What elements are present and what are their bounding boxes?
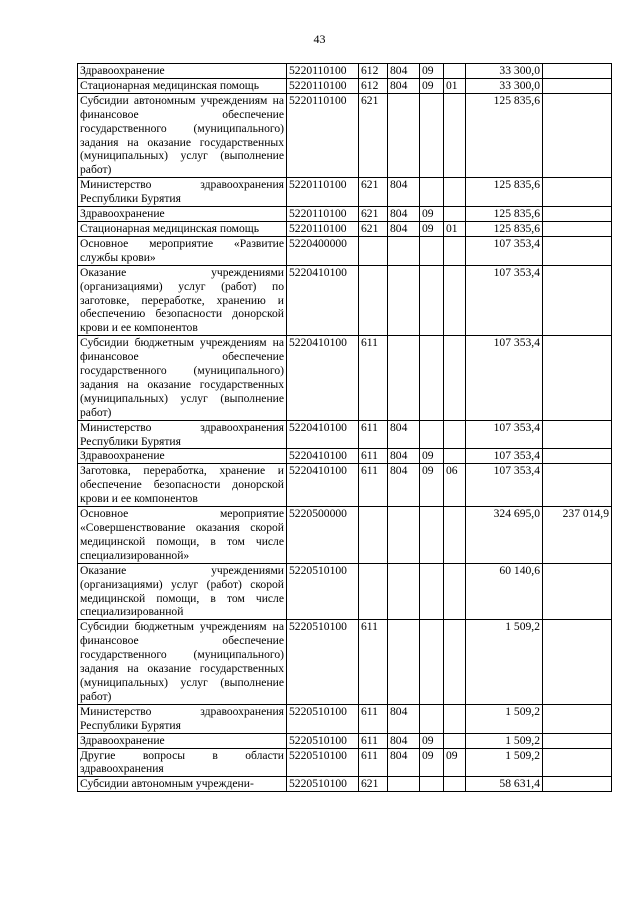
ministry-code: 804	[388, 420, 420, 449]
ministry-code	[388, 236, 420, 265]
ministry-code: 804	[388, 704, 420, 733]
row-name: Стационарная медицинская помощь	[78, 221, 287, 236]
subsection-code	[444, 336, 466, 420]
target-code: 5220510100	[287, 563, 359, 620]
page-number: 43	[313, 32, 326, 46]
expense-group: 611	[359, 733, 388, 748]
table-row	[78, 449, 612, 464]
amount-extra	[543, 620, 612, 704]
table-row	[78, 563, 612, 620]
amount-extra	[543, 777, 612, 792]
ministry-code: 804	[388, 64, 420, 79]
target-code: 5220510100	[287, 777, 359, 792]
ministry-code: 804	[388, 221, 420, 236]
ministry-code	[388, 507, 420, 564]
row-name: Основное мероприятие «Совершенствование оказания скорой медицинской помощи, в том числе специализированной»	[78, 507, 287, 564]
expense-group	[359, 265, 388, 336]
section-code: 09	[420, 64, 444, 79]
target-code: 5220510100	[287, 748, 359, 777]
expense-group: 612	[359, 78, 388, 93]
expense-group: 611	[359, 620, 388, 704]
table-row	[78, 704, 612, 733]
table-row	[78, 221, 612, 236]
subsection-code	[444, 563, 466, 620]
expense-group: 611	[359, 704, 388, 733]
row-name: Оказание учреждениями (организациями) услуг (работ) скорой медицинской помощи, в том числе специализированной	[78, 563, 287, 620]
expense-group: 611	[359, 748, 388, 777]
table-row	[78, 507, 612, 564]
expense-group	[359, 563, 388, 620]
target-code: 5220110100	[287, 178, 359, 207]
row-name: Здравоохранение	[78, 207, 287, 222]
row-name: Другие вопросы в области здравоохранения	[78, 748, 287, 777]
table-row	[78, 777, 612, 792]
ministry-code	[388, 265, 420, 336]
ministry-code: 804	[388, 464, 420, 507]
expense-group: 621	[359, 178, 388, 207]
ministry-code	[388, 93, 420, 177]
section-code: 09	[420, 221, 444, 236]
ministry-code: 804	[388, 207, 420, 222]
amount-extra	[543, 563, 612, 620]
amount-extra	[543, 748, 612, 777]
amount: 33 300,0	[466, 78, 543, 93]
amount: 125 835,6	[466, 178, 543, 207]
amount: 324 695,0	[466, 507, 543, 564]
subsection-code	[444, 777, 466, 792]
amount-extra	[543, 704, 612, 733]
expense-group: 611	[359, 464, 388, 507]
amount-extra	[543, 93, 612, 177]
row-name: Министерство здравоохранения Республики Бурятия	[78, 178, 287, 207]
target-code: 5220510100	[287, 704, 359, 733]
row-name: Субсидии автономным учреждени-	[78, 777, 287, 792]
amount: 60 140,6	[466, 563, 543, 620]
subsection-code	[444, 733, 466, 748]
target-code: 5220510100	[287, 620, 359, 704]
ministry-code: 804	[388, 78, 420, 93]
section-code	[420, 420, 444, 449]
subsection-code	[444, 507, 466, 564]
table-row	[78, 336, 612, 420]
amount: 1 509,2	[466, 620, 543, 704]
subsection-code	[444, 704, 466, 733]
section-code: 09	[420, 207, 444, 222]
ministry-code	[388, 620, 420, 704]
target-code: 5220410100	[287, 265, 359, 336]
target-code: 5220410100	[287, 464, 359, 507]
subsection-code: 01	[444, 221, 466, 236]
subsection-code: 01	[444, 78, 466, 93]
amount-extra	[543, 236, 612, 265]
section-code	[420, 93, 444, 177]
row-name: Министерство здравоохранения Республики Бурятия	[78, 420, 287, 449]
row-name: Субсидии бюджетным учреждениям на финансовое обеспечение государственного (муниципального) задания на оказание государственных (муниципальных) услуг (выполнение работ)	[78, 620, 287, 704]
table-row	[78, 733, 612, 748]
section-code	[420, 265, 444, 336]
expense-group: 611	[359, 336, 388, 420]
table-row	[78, 748, 612, 777]
target-code: 5220510100	[287, 733, 359, 748]
table-row	[78, 93, 612, 177]
amount: 125 835,6	[466, 207, 543, 222]
table-row	[78, 236, 612, 265]
subsection-code	[444, 236, 466, 265]
table-row	[78, 178, 612, 207]
section-code	[420, 336, 444, 420]
subsection-code	[444, 64, 466, 79]
amount-extra	[543, 449, 612, 464]
expense-group: 611	[359, 449, 388, 464]
amount: 125 835,6	[466, 93, 543, 177]
row-name: Субсидии бюджетным учреждениям на финансовое обеспечение государственного (муниципального) задания на оказание государственных (муниципальных) услуг (выполнение работ)	[78, 336, 287, 420]
expense-group: 612	[359, 64, 388, 79]
expense-group: 621	[359, 777, 388, 792]
expense-group: 621	[359, 221, 388, 236]
target-code: 5220400000	[287, 236, 359, 265]
ministry-code	[388, 563, 420, 620]
target-code: 5220110100	[287, 221, 359, 236]
ministry-code	[388, 336, 420, 420]
target-code: 5220410100	[287, 336, 359, 420]
ministry-code: 804	[388, 178, 420, 207]
expense-group: 611	[359, 420, 388, 449]
expense-group: 621	[359, 93, 388, 177]
target-code: 5220410100	[287, 420, 359, 449]
amount-extra	[543, 221, 612, 236]
target-code: 5220500000	[287, 507, 359, 564]
amount: 107 353,4	[466, 336, 543, 420]
amount: 107 353,4	[466, 265, 543, 336]
subsection-code: 09	[444, 748, 466, 777]
section-code: 09	[420, 748, 444, 777]
row-name: Оказание учреждениями (организациями) услуг (работ) по заготовке, переработке, хранению и обеспечению безопасности донорской крови и ее компонентов	[78, 265, 287, 336]
row-name: Субсидии автономным учреждениям на финансовое обеспечение государственного (муниципального) задания на оказание государственных (муниципальных) услуг (выполнение работ)	[78, 93, 287, 177]
row-name: Основное мероприятие «Развитие службы крови»	[78, 236, 287, 265]
table-row	[78, 78, 612, 93]
subsection-code	[444, 449, 466, 464]
budget-table	[77, 63, 612, 792]
target-code: 5220110100	[287, 207, 359, 222]
expense-group	[359, 507, 388, 564]
amount: 107 353,4	[466, 420, 543, 449]
amount: 1 509,2	[466, 748, 543, 777]
amount: 107 353,4	[466, 449, 543, 464]
subsection-code	[444, 420, 466, 449]
expense-group	[359, 236, 388, 265]
section-code	[420, 563, 444, 620]
ministry-code: 804	[388, 733, 420, 748]
section-code	[420, 620, 444, 704]
table-row	[78, 207, 612, 222]
subsection-code	[444, 620, 466, 704]
section-code	[420, 236, 444, 265]
amount: 125 835,6	[466, 221, 543, 236]
amount-extra	[543, 178, 612, 207]
ministry-code	[388, 777, 420, 792]
row-name: Здравоохранение	[78, 733, 287, 748]
amount-extra	[543, 265, 612, 336]
target-code: 5220410100	[287, 449, 359, 464]
subsection-code	[444, 265, 466, 336]
target-code: 5220110100	[287, 64, 359, 79]
amount-extra	[543, 733, 612, 748]
table-row	[78, 420, 612, 449]
expense-group: 621	[359, 207, 388, 222]
section-code: 09	[420, 449, 444, 464]
table-row	[78, 620, 612, 704]
amount: 58 631,4	[466, 777, 543, 792]
table-row	[78, 64, 612, 79]
section-code: 09	[420, 78, 444, 93]
target-code: 5220110100	[287, 78, 359, 93]
amount: 1 509,2	[466, 704, 543, 733]
amount-extra	[543, 207, 612, 222]
target-code: 5220110100	[287, 93, 359, 177]
amount: 33 300,0	[466, 64, 543, 79]
amount: 107 353,4	[466, 464, 543, 507]
ministry-code: 804	[388, 449, 420, 464]
row-name: Заготовка, переработка, хранение и обеспечение безопасности донорской крови и ее компонентов	[78, 464, 287, 507]
section-code: 09	[420, 464, 444, 507]
section-code: 09	[420, 733, 444, 748]
amount-extra	[543, 78, 612, 93]
section-code	[420, 704, 444, 733]
amount-extra: 237 014,9	[543, 507, 612, 564]
ministry-code: 804	[388, 748, 420, 777]
row-name: Стационарная медицинская помощь	[78, 78, 287, 93]
section-code	[420, 777, 444, 792]
row-name: Здравоохранение	[78, 449, 287, 464]
table-row	[78, 265, 612, 336]
amount-extra	[543, 336, 612, 420]
amount-extra	[543, 464, 612, 507]
amount-extra	[543, 420, 612, 449]
subsection-code	[444, 178, 466, 207]
section-code	[420, 178, 444, 207]
amount: 1 509,2	[466, 733, 543, 748]
table-row	[78, 464, 612, 507]
amount: 107 353,4	[466, 236, 543, 265]
amount-extra	[543, 64, 612, 79]
row-name: Здравоохранение	[78, 64, 287, 79]
section-code	[420, 507, 444, 564]
subsection-code	[444, 207, 466, 222]
row-name: Министерство здравоохранения Республики Бурятия	[78, 704, 287, 733]
subsection-code	[444, 93, 466, 177]
subsection-code: 06	[444, 464, 466, 507]
